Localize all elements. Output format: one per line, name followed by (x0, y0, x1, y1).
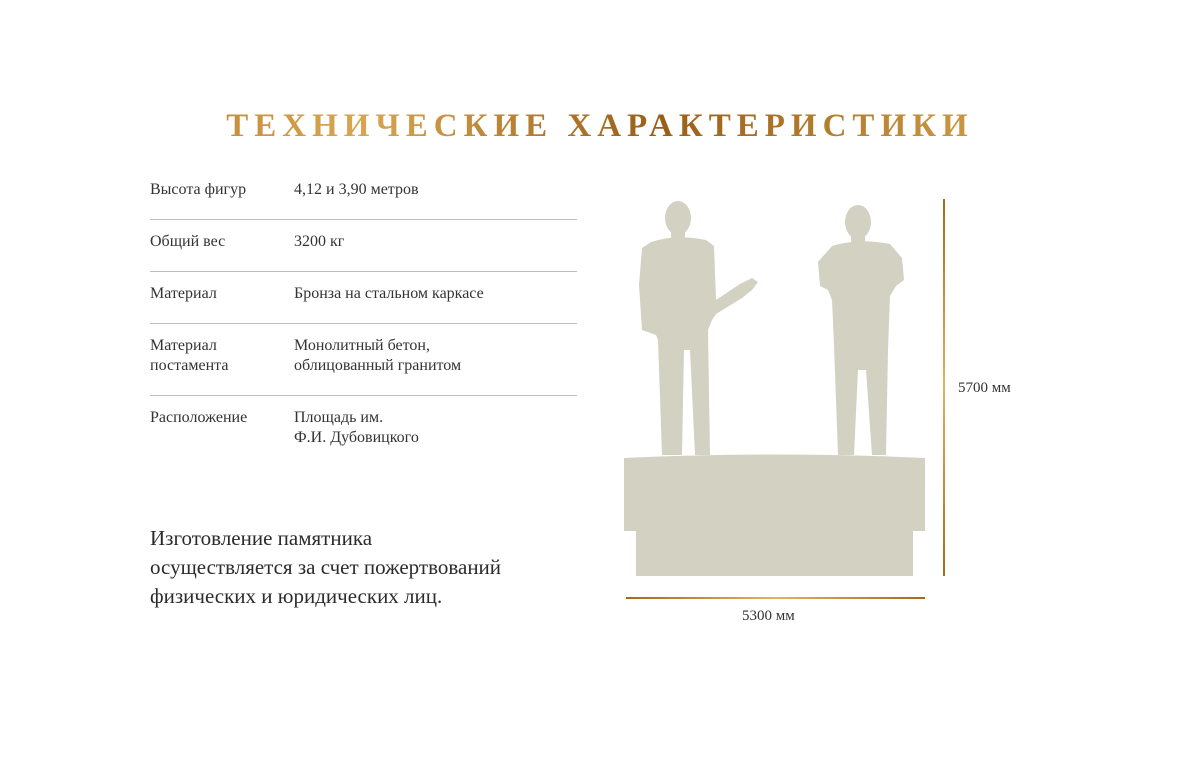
right-figure-silhouette (818, 205, 904, 455)
width-dimension-label: 5300 мм (742, 608, 795, 624)
spec-label: Расположение (150, 409, 248, 426)
page-title: ТЕХНИЧЕСКИЕ ХАРАКТЕРИСТИКИ (0, 108, 1200, 145)
height-dimension-label: 5700 мм (958, 380, 1011, 396)
funding-note: Изготовление памятника осуществляется за счет пожертвований физических и юридических лиц. (150, 526, 502, 608)
spec-row-material (150, 272, 577, 324)
spec-label: Высота фигур (150, 181, 247, 198)
left-figure-silhouette (639, 201, 758, 455)
width-dimension-line (626, 597, 925, 599)
spec-value: Бронза на стальном каркасе (294, 285, 484, 302)
spec-label: Общий вес (150, 233, 226, 250)
spec-row-pedestal (150, 324, 577, 396)
spec-value: 4,12 и 3,90 метров (294, 181, 419, 198)
height-dimension-line (943, 199, 945, 576)
pedestal-shape (624, 455, 925, 577)
monument-silhouette (600, 190, 1050, 640)
spec-label: Материал постамента (150, 337, 229, 374)
spec-value: Площадь им. Ф.И. Дубовицкого (294, 409, 419, 446)
spec-row-height (150, 170, 577, 220)
specs-table (150, 170, 577, 467)
spec-value: 3200 кг (294, 233, 345, 250)
spec-row-location (150, 396, 577, 467)
spec-label: Материал (150, 285, 217, 302)
spec-value: Монолитный бетон, облицованный гранитом (294, 337, 462, 374)
spec-row-weight (150, 220, 577, 272)
